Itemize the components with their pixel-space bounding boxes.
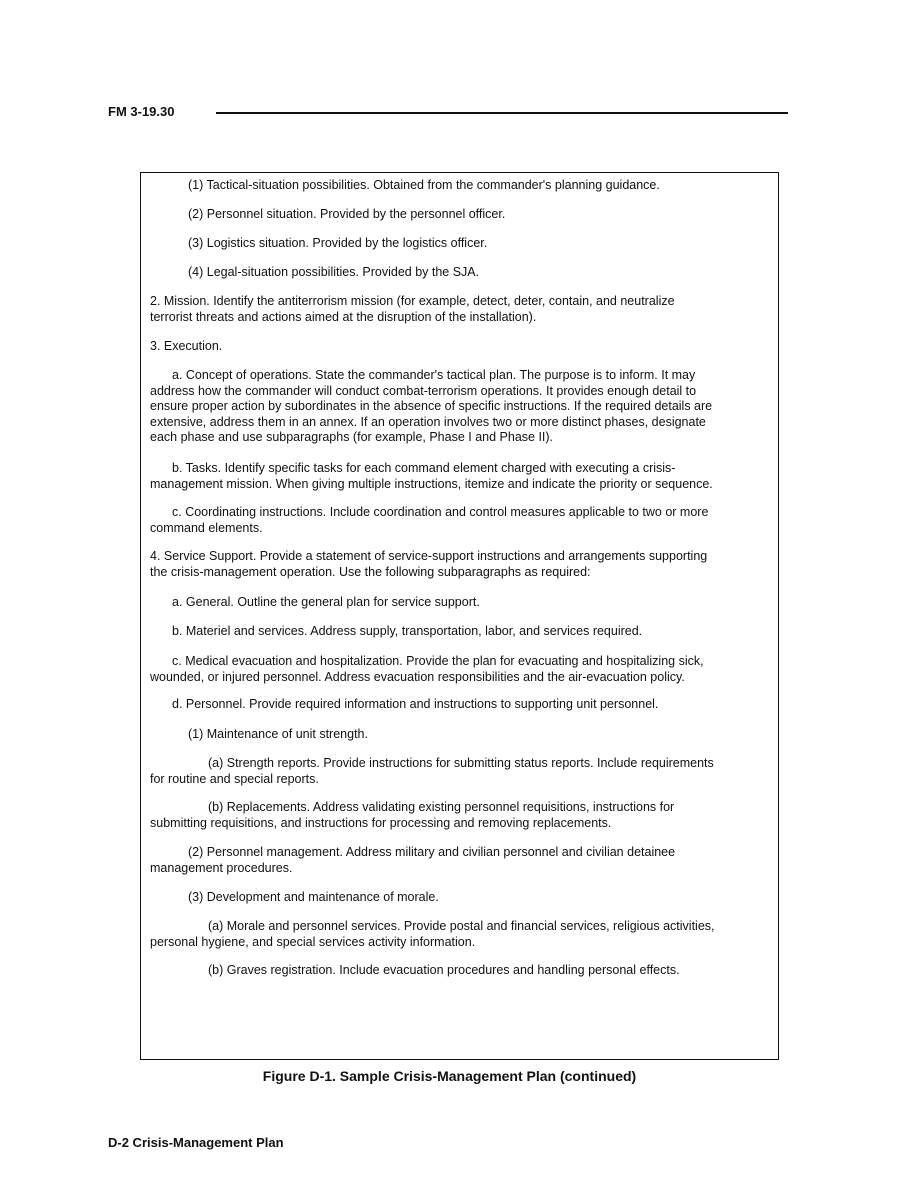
paragraph-general	[150, 595, 772, 611]
paragraph-line: b. Materiel and services. Address supply, transportation, labor, and services required.	[172, 624, 643, 638]
paragraph-line: each phase and use subparagraphs (for example, Phase I and Phase II).	[150, 430, 554, 444]
paragraph-line: (2) Personnel situation. Provided by the personnel officer.	[188, 207, 506, 221]
paragraph-line: (3) Development and maintenance of morale.	[188, 890, 439, 904]
paragraph-execution	[150, 339, 772, 355]
paragraph-line: for routine and special reports.	[150, 771, 319, 786]
paragraph-line: ensure proper action by subordinates in the absence of specific instructions. If the required details are	[150, 399, 713, 413]
paragraph-line: (3) Logistics situation. Provided by the logistics officer.	[188, 236, 488, 250]
figure-caption: Figure D-1. Sample Crisis-Management Plan (continued)	[262, 1068, 637, 1084]
paragraph-service-support	[150, 549, 772, 580]
paragraph-medical-evacuation	[150, 654, 772, 685]
paragraph-line: 2. Mission. Identify the antiterrorism mission (for example, detect, deter, contain, and neutralize	[150, 294, 675, 308]
paragraph-line: management procedures.	[150, 860, 293, 875]
paragraph-line: (a) Morale and personnel services. Provide postal and financial services, religious activities,	[208, 919, 715, 933]
paragraph-3-logistics-situation	[150, 236, 772, 252]
paragraph-line: (1) Maintenance of unit strength.	[188, 727, 368, 741]
paragraph-2-personnel-situation	[150, 207, 772, 223]
paragraph-maintenance-of-unit-strength	[150, 727, 772, 743]
paragraph-personnel	[150, 697, 772, 713]
footer-page-label: D-2 Crisis-Management Plan	[108, 1135, 284, 1150]
paragraph-line: personal hygiene, and special services activity information.	[150, 934, 476, 949]
paragraph-line: (b) Replacements. Address validating existing personnel requisitions, instructions for	[208, 800, 675, 814]
paragraph-line: address how the commander will conduct combat-terrorism operations. It provides enough detail to	[150, 383, 697, 398]
paragraph-line: 4. Service Support. Provide a statement of service-support instructions and arrangements supporting	[150, 549, 708, 563]
paragraph-concept-of-operations	[150, 368, 772, 446]
paragraph-development-of-morale	[150, 890, 772, 906]
paragraph-line: c. Medical evacuation and hospitalization. Provide the plan for evacuating and hospitalizing sick,	[172, 654, 704, 668]
paragraph-coordinating-instructions	[150, 505, 772, 536]
paragraph-line: (4) Legal-situation possibilities. Provided by the SJA.	[188, 265, 480, 279]
paragraph-line: terrorist threats and actions aimed at the disruption of the installation).	[150, 309, 537, 324]
paragraph-personnel-management	[150, 845, 772, 876]
paragraph-line: management mission. When giving multiple instructions, itemize and indicate the priority or sequence.	[150, 476, 713, 491]
header-doc-id: FM 3-19.30	[108, 104, 175, 119]
paragraph-line: (1) Tactical-situation possibilities. Obtained from the commander's planning guidance.	[188, 178, 660, 192]
paragraph-line: a. Concept of operations. State the commander's tactical plan. The purpose is to inform. It may	[172, 368, 696, 382]
paragraph-replacements	[150, 800, 772, 831]
paragraph-morale-and-personnel-services	[150, 919, 772, 950]
paragraph-mission	[150, 294, 772, 325]
paragraph-line: (b) Graves registration. Include evacuation procedures and handling personal effects.	[208, 963, 680, 977]
paragraph-line: command elements.	[150, 520, 263, 535]
paragraph-line: b. Tasks. Identify specific tasks for each command element charged with executing a crisis-	[172, 461, 676, 475]
paragraph-line: (a) Strength reports. Provide instructions for submitting status reports. Include requirements	[208, 756, 714, 770]
paragraph-4-legal-situation	[150, 265, 772, 281]
paragraph-line: (2) Personnel management. Address military and civilian personnel and civilian detainee	[188, 845, 676, 859]
paragraph-line: c. Coordinating instructions. Include coordination and control measures applicable to two or more	[172, 505, 709, 519]
paragraph-1-tactical-situation	[150, 178, 772, 194]
paragraph-line: submitting requisitions, and instructions for processing and removing replacements.	[150, 815, 612, 830]
paragraph-materiel-and-services	[150, 624, 772, 640]
paragraph-line: a. General. Outline the general plan for service support.	[172, 595, 480, 609]
paragraph-graves-registration	[150, 963, 772, 979]
paragraph-tasks	[150, 461, 772, 492]
paragraph-line: wounded, or injured personnel. Address evacuation responsibilities and the air-evacuation policy.	[150, 669, 685, 684]
paragraph-strength-reports	[150, 756, 772, 787]
paragraph-line: d. Personnel. Provide required information and instructions to supporting unit personnel.	[172, 697, 659, 711]
paragraph-line: extensive, address them in an annex. If an operation involves two or more distinct phases, designate	[150, 414, 706, 429]
header-rule	[216, 112, 788, 114]
paragraph-line: 3. Execution.	[150, 339, 223, 353]
paragraph-line: the crisis-management operation. Use the following subparagraphs as required:	[150, 564, 591, 579]
